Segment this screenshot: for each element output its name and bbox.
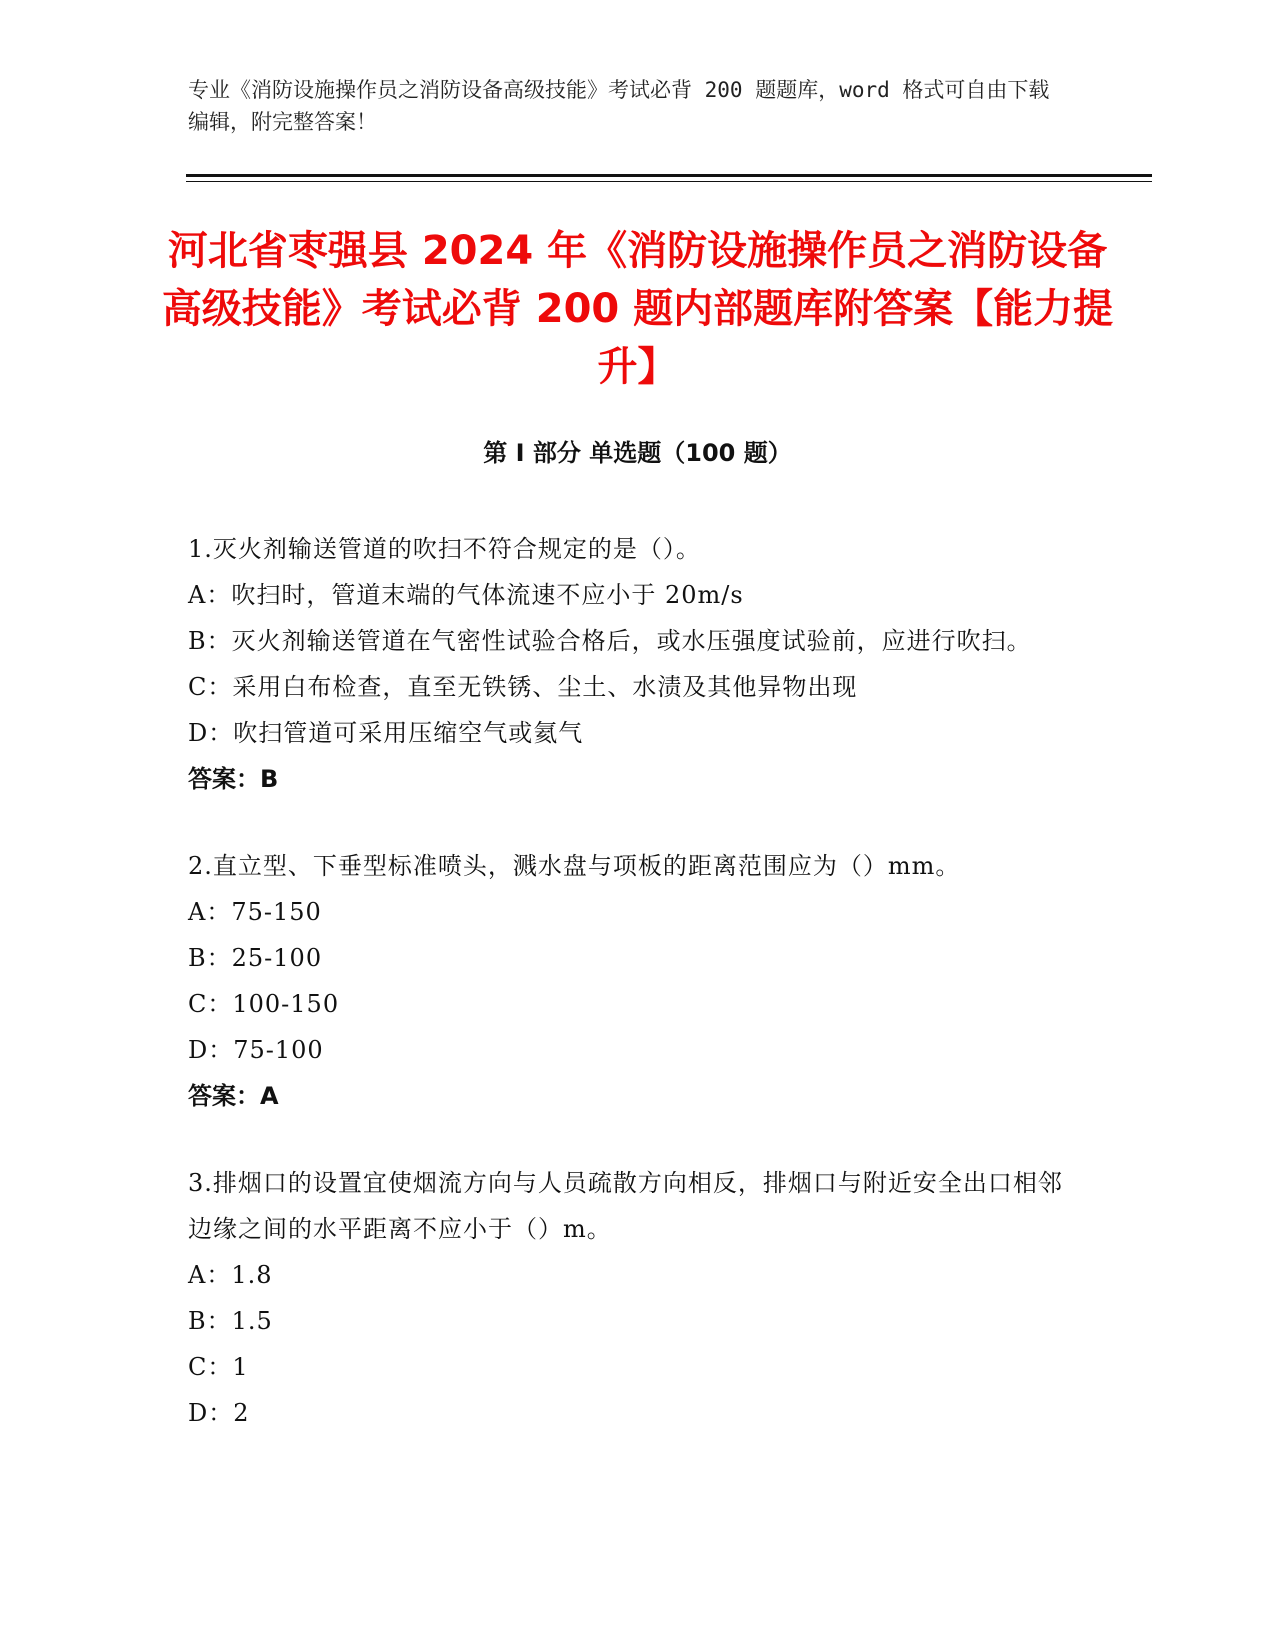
question-3 bbox=[188, 1160, 1068, 1436]
answer-label: 答案：A bbox=[188, 1082, 279, 1110]
answer-label: 答案：B bbox=[188, 765, 279, 793]
question-2 bbox=[188, 843, 1068, 1119]
option-d: D：75-100 bbox=[188, 1036, 324, 1064]
option-a: A：75-150 bbox=[188, 898, 322, 926]
header-divider-thick bbox=[186, 174, 1152, 177]
option-b: B：1.5 bbox=[188, 1307, 273, 1335]
question-list bbox=[188, 526, 1068, 1477]
option-a: A：吹扫时，管道末端的气体流速不应小于 20m/s bbox=[188, 581, 744, 609]
option-b: B：灭火剂输送管道在气密性试验合格后，或水压强度试验前，应进行吹扫。 bbox=[188, 627, 1032, 655]
option-c: C：采用白布检查，直至无铁锈、尘土、水渍及其他异物出现 bbox=[188, 673, 858, 701]
option-d: D：2 bbox=[188, 1399, 250, 1427]
header-note: 专业《消防设施操作员之消防设备高级技能》考试必背 200 题题库，word 格式可自由下载编辑，附完整答案！ bbox=[188, 78, 1050, 134]
question-stem: 3.排烟口的设置宜使烟流方向与人员疏散方向相反，排烟口与附近安全出口相邻边缘之间的水平距离不应小于（）m。 bbox=[188, 1169, 1063, 1243]
question-1 bbox=[188, 526, 1068, 802]
question-stem: 2.直立型、下垂型标准喷头，溅水盘与项板的距离范围应为（）mm。 bbox=[188, 852, 961, 880]
section-heading: 第 I 部分 单选题（100 题） bbox=[483, 439, 792, 467]
option-b: B：25-100 bbox=[188, 944, 323, 972]
question-stem: 1.灭火剂输送管道的吹扫不符合规定的是（）。 bbox=[188, 535, 701, 563]
header-divider-thin bbox=[186, 181, 1152, 182]
document-title: 河北省枣强县 2024 年《消防设施操作员之消防设备高级技能》考试必背 200 题内部题库附答案【能力提升】 bbox=[161, 228, 1114, 390]
option-c: C：1 bbox=[188, 1353, 249, 1381]
option-a: A：1.8 bbox=[188, 1261, 273, 1289]
option-d: D：吹扫管道可采用压缩空气或氦气 bbox=[188, 719, 584, 747]
option-c: C：100-150 bbox=[188, 990, 340, 1018]
